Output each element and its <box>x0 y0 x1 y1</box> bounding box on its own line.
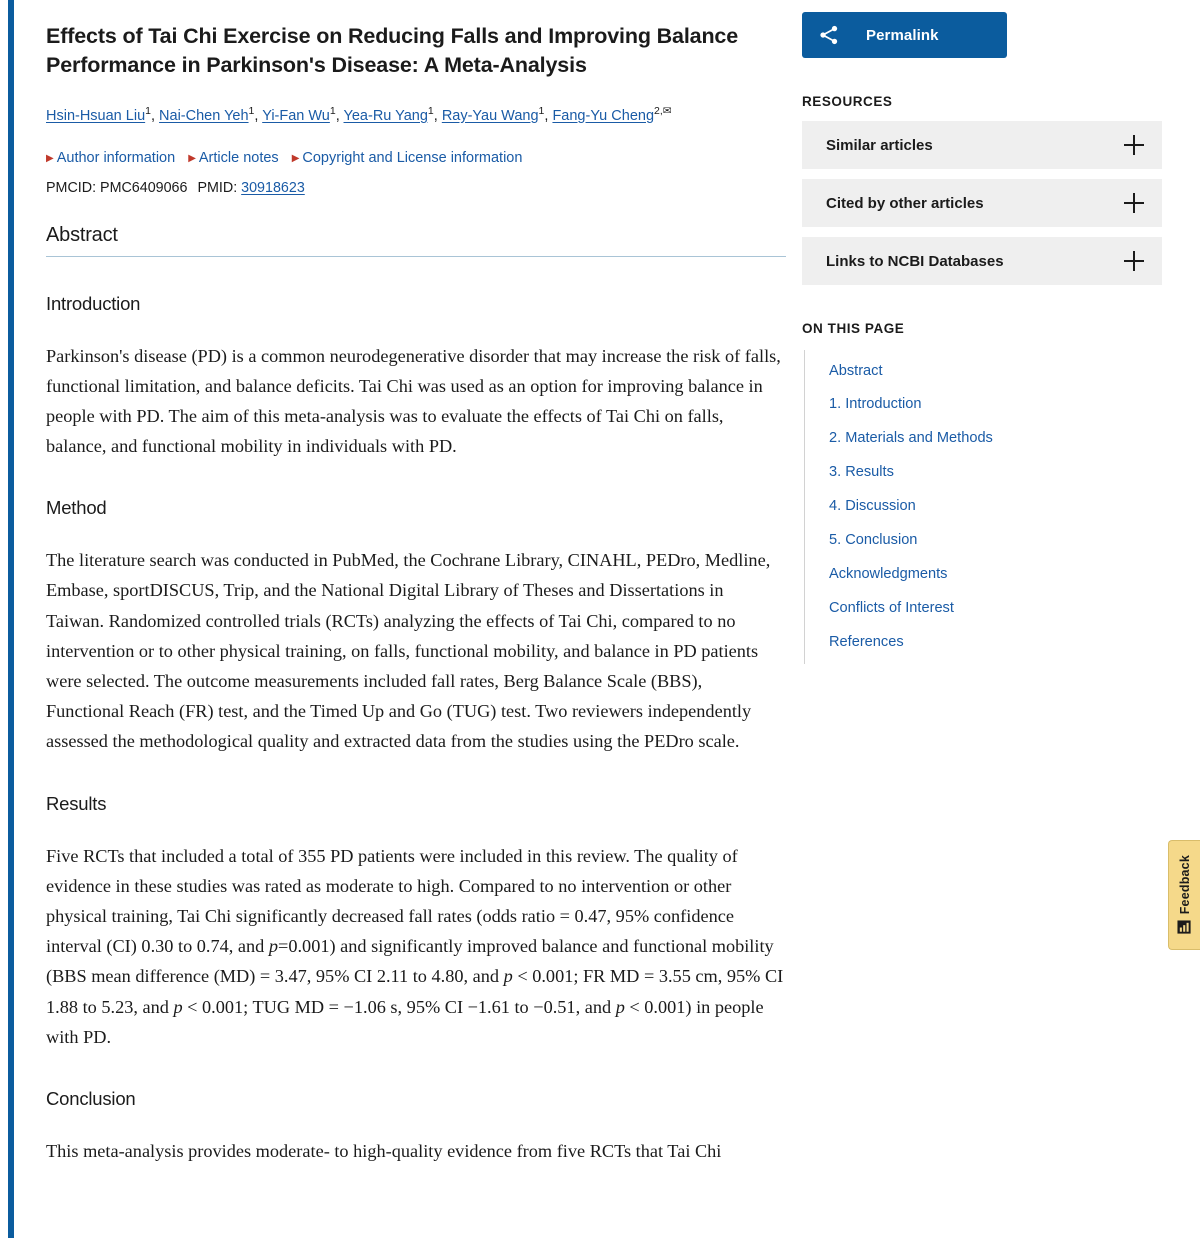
pmid-link[interactable]: 30918623 <box>241 179 305 196</box>
author-affiliation: 1 <box>538 104 545 117</box>
abstract-paragraph-results <box>46 841 784 1052</box>
accordion-cited-by-other-articles[interactable] <box>802 179 1162 227</box>
share-icon <box>818 24 840 46</box>
page-title: Effects of Tai Chi Exercise on Reducing Falls and Improving Balance Performance in Parkinson's Disease: A Meta-Analysis <box>46 24 739 77</box>
p-value-symbol: p <box>503 966 513 987</box>
abstract-heading: Abstract <box>46 224 786 257</box>
on-this-page-nav <box>804 350 1180 664</box>
accordion-links-to-ncbi-databases[interactable] <box>802 237 1162 285</box>
p-value-symbol: p <box>173 996 183 1017</box>
author-link[interactable]: Yea-Ru Yang <box>343 107 428 124</box>
toc-item-acknowledgments[interactable]: Acknowledgments <box>829 566 948 583</box>
author-information-toggle[interactable]: ▶ Author information <box>46 150 176 167</box>
abstract-subheading-method: Method <box>46 497 107 519</box>
results-text-part: < 0.001; TUG MD = −1.06 s, 95% CI −1.61 to −0.51, and <box>182 996 616 1017</box>
toc-item-abstract[interactable]: Abstract <box>829 362 883 379</box>
caret-right-icon: ▶ <box>291 153 300 165</box>
abstract-subheading-conclusion: Conclusion <box>46 1087 136 1109</box>
abstract-paragraph-introduction: Parkinson's disease (PD) is a common neurodegenerative disorder that may increase the risk of falls, functional limitation, and balance deficits. Tai Chi was used as an option for improving balance in people with PD. The aim of this meta-analysis was to evaluate the effects of Tai Chi on falls, balance, and functional mobility in individuals with PD. <box>46 345 781 457</box>
toc-item-results[interactable]: 3. Results <box>829 464 894 481</box>
p-value-symbol: p <box>615 996 625 1017</box>
author-affiliation-corresponding: 2,✉ <box>654 104 672 117</box>
results-text-part: Five RCTs that included a total of 355 PD patients were included in this review. The quality of evidence in these studies was rated as moderate to high. Compared to no intervention or other physical training, Tai Chi significantly decreased fall rates (odds ratio = 0.47, 95% confidence interval (CI) 0.30 to 0.74, and <box>46 845 738 957</box>
sidebar <box>790 0 1200 664</box>
abstract-paragraph-conclusion: This meta-analysis provides moderate- to high-quality evidence from five RCTs that Tai Chi <box>46 1140 722 1161</box>
author-affiliation: 1 <box>427 104 434 117</box>
author-affiliation: 1 <box>248 104 255 117</box>
results-text-part: < 0.001; FR MD = 3.55 cm, 95% CI 1.88 to 5.23, and <box>46 966 784 1017</box>
accordion-label: Cited by other articles <box>826 194 984 212</box>
feedback-tab[interactable] <box>1168 840 1200 950</box>
on-this-page-heading: ON THIS PAGE <box>802 321 905 336</box>
pmid-label: PMID: <box>197 179 238 196</box>
author-affiliation: 1 <box>329 104 336 117</box>
toc-item-references[interactable]: References <box>829 634 904 651</box>
toc-item-conclusion[interactable]: 5. Conclusion <box>829 532 918 549</box>
author-list: Hsin-Hsuan Liu$^1$, Nai-Chen Yeh$^1$, Yi-Fan Wu$^1$, Yea-Ru Yang$^1$, Ray-Yau Wang$^1$, Fang-Yu Cheng$^{2,✉}$ <box>46 104 672 124</box>
author-link[interactable]: Hsin-Hsuan Liu <box>46 107 146 124</box>
article-meta-links <box>46 147 790 170</box>
article-notes-toggle[interactable]: ▶ Article notes <box>188 150 279 167</box>
author-link[interactable]: Yi-Fan Wu <box>262 107 330 124</box>
pmcid-value: PMC6409066 <box>100 179 188 196</box>
permalink-button[interactable] <box>802 12 1007 58</box>
p-value-symbol: p <box>268 936 279 957</box>
bar-chart-icon <box>1177 920 1192 935</box>
accordion-label: Links to NCBI Databases <box>826 252 1004 270</box>
plus-icon <box>1124 251 1144 271</box>
plus-icon <box>1124 135 1144 155</box>
resources-heading: RESOURCES <box>802 94 893 109</box>
article-identifiers <box>46 180 790 196</box>
author-link[interactable]: Fang-Yu Cheng <box>552 107 655 124</box>
toc-item-conflicts-of-interest[interactable]: Conflicts of Interest <box>829 600 954 617</box>
toc-item-introduction[interactable]: 1. Introduction <box>829 396 922 413</box>
accordion-label: Similar articles <box>826 136 933 154</box>
accordion-similar-articles[interactable] <box>802 121 1162 169</box>
caret-right-icon: ▶ <box>46 153 54 165</box>
caret-right-icon: ▶ <box>188 153 196 165</box>
abstract-paragraph-method: The literature search was conducted in PubMed, the Cochrane Library, CINAHL, PEDro, Medline, Embase, sportDISCUS, Trip, and the National Digital Library of Theses and Dissertations in Taiwan. Randomized controlled trials (RCTs) analyzing the effects of Tai Chi, compared to no intervention or to other physical training, on falls, functional mobility, and balance in PD patients were selected. The outcome measurements included fall rates, Berg Balance Scale (BBS), Functional Reach (FR) test, and the Timed Up and Go (TUG) test. Two reviewers independently assessed the methodological quality and extracted data from the studies using the PEDro scale. <box>46 550 771 752</box>
abstract-subheading-introduction: Introduction <box>46 292 141 314</box>
author-link[interactable]: Ray-Yau Wang <box>441 107 539 124</box>
author-affiliation: 1 <box>145 104 151 117</box>
toc-item-discussion[interactable]: 4. Discussion <box>829 498 916 515</box>
feedback-tab-label: Feedback <box>1177 854 1192 915</box>
plus-icon <box>1124 193 1144 213</box>
abstract-subheading-results: Results <box>46 792 107 814</box>
toc-item-materials-and-methods[interactable]: 2. Materials and Methods <box>829 430 993 447</box>
pmcid-label: PMCID: <box>46 179 97 196</box>
permalink-button-label: Permalink <box>866 26 939 44</box>
copyright-license-toggle[interactable]: ▶ Copyright and License information <box>291 150 523 167</box>
author-link[interactable]: Nai-Chen Yeh <box>159 107 249 124</box>
results-text-part: =0.001) and significantly improved balance and functional mobility (BBS mean difference (MD) = 3.47, 95% CI 2.11 to 4.80, and <box>46 936 774 987</box>
results-text-part: < 0.001) in people with PD. <box>46 996 764 1047</box>
